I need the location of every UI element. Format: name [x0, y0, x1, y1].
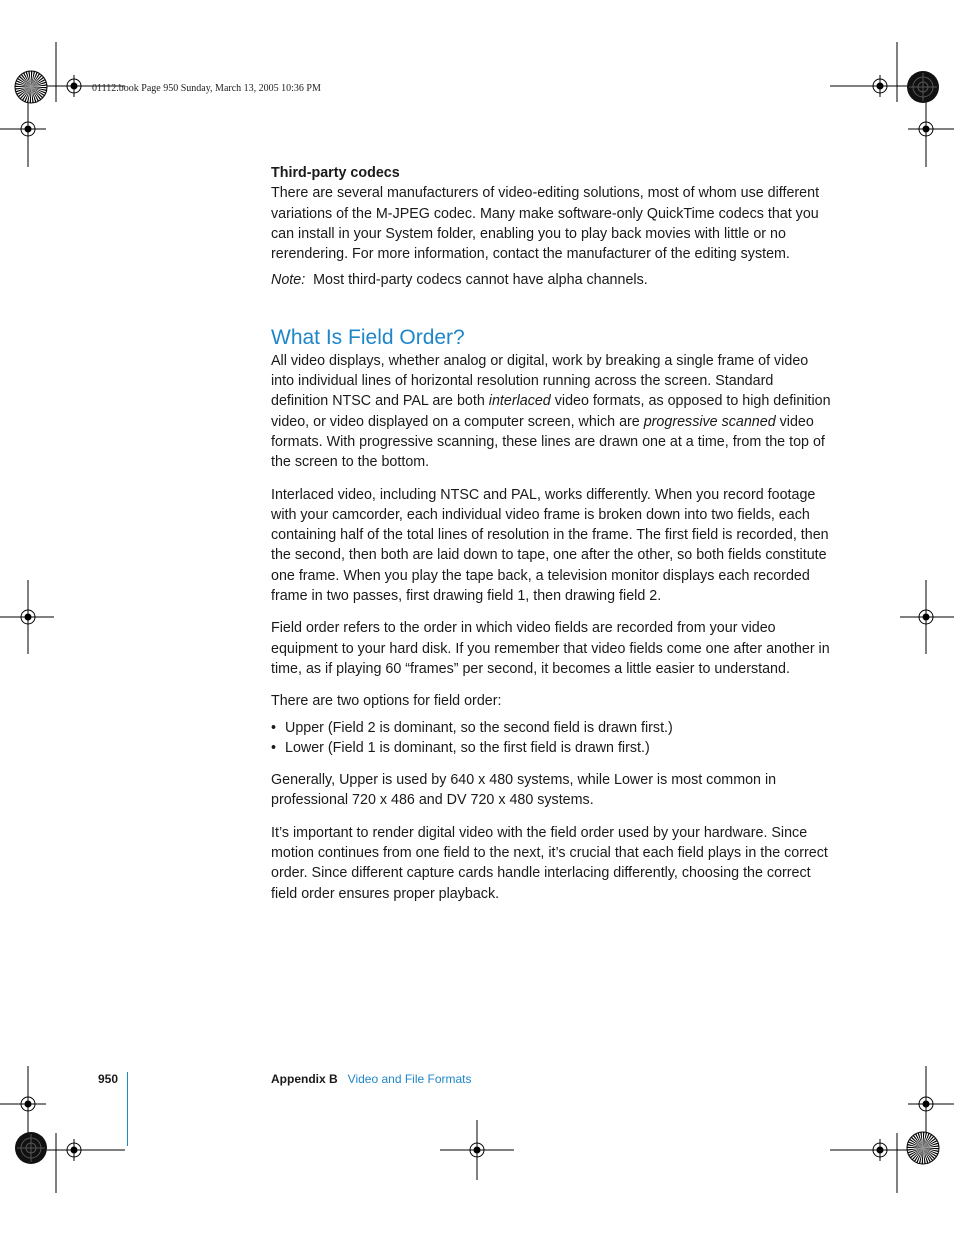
page-content: [271, 163, 831, 904]
registration-mark-icon: [63, 75, 85, 97]
list-item-text: Lower (Field 1 is dominant, so the first field is drawn first.): [285, 739, 650, 756]
p1-text-a: All video displays, whether analog or digital, work by breaking a single frame of video into individual lines of horizontal resolution running across the screen. Standard definition NTSC and PAL are both: [271, 352, 809, 410]
p1-em-progressive: progressive scanned: [643, 413, 776, 430]
footer-appendix: Appendix B: [271, 1072, 338, 1086]
registration-mark-icon: [869, 75, 891, 97]
star-target-icon: [15, 71, 47, 103]
registration-mark-icon: [17, 1093, 39, 1115]
paragraph-3: Field order refers to the order in which video fields are recorded from your video equipment to your hard disk. If you remember that video fields come one after another in time, as if playing 60 “frames” per second, it becomes a little easier to understand.: [271, 620, 830, 677]
registration-mark-icon: [466, 1139, 488, 1161]
list-item: [271, 738, 831, 758]
registration-mark-icon: [915, 118, 937, 140]
p1-em-interlaced: interlaced: [488, 393, 551, 410]
note-text: Most third-party codecs cannot have alpha channels.: [313, 272, 648, 289]
color-target-icon: [907, 71, 939, 103]
paragraph-1: [271, 351, 831, 473]
paragraph-codecs: There are several manufacturers of video-editing solutions, most of whom use different variations of the M-JPEG codec. Many make software-only QuickTime codecs that you can install in your System folder, enabling you to play back movies with little or no rerendering. For more information, contact the manufacturer of the editing system.: [271, 185, 820, 263]
note: [271, 270, 831, 290]
section-heading: What Is Field Order?: [271, 325, 465, 349]
registration-mark-icon: [17, 606, 39, 628]
subhead-third-party-codecs: Third-party codecs: [271, 165, 400, 181]
registration-mark-icon: [915, 1093, 937, 1115]
page-number: 950: [98, 1072, 119, 1086]
star-target-icon: [907, 1132, 939, 1164]
paragraph-4: There are two options for field order:: [271, 693, 502, 710]
footer-rule: [127, 1072, 128, 1146]
bullet-icon: •: [271, 739, 277, 756]
slug-line: 01112.book Page 950 Sunday, March 13, 2005 10:36 PM: [92, 83, 321, 94]
note-label: Note:: [271, 272, 306, 289]
field-order-list: [271, 718, 831, 759]
list-item: [271, 718, 831, 738]
registration-mark-icon: [915, 606, 937, 628]
paragraph-2: Interlaced video, including NTSC and PAL, works differently. When you record footage with your camcorder, each individual video frame is broken down into two fields, each containing half of the total lines of resolution in the frame. The first field is recorded, then the second, then both are laid down to tape, one after the other, so both fields constitute one frame. When you play the tape back, a television monitor displays each recorded frame in two passes, first drawing field 1, then drawing field 2.: [271, 486, 829, 605]
registration-mark-icon: [869, 1139, 891, 1161]
list-item-text: Upper (Field 2 is dominant, so the second field is drawn first.): [285, 719, 673, 736]
p1-text-b: video formats, as opposed to high definition video, or video displayed on a computer screen, which are: [271, 393, 831, 430]
bullet-icon: •: [271, 719, 277, 736]
p1-text-c: video formats. With progressive scanning, these lines are drawn one at a time, from the top of the screen to the bottom.: [271, 413, 825, 471]
registration-mark-icon: [17, 118, 39, 140]
footer-label: [271, 1072, 472, 1086]
footer-chapter: Video and File Formats: [347, 1072, 472, 1086]
registration-mark-icon: [63, 1139, 85, 1161]
paragraph-5: Generally, Upper is used by 640 x 480 systems, while Lower is most common in professional 720 x 486 and DV 720 x 480 systems.: [271, 772, 777, 809]
paragraph-6: It’s important to render digital video with the field order used by your hardware. Since motion continues from one field to the next, it’s crucial that each field plays in the correct order. Since different capture cards handle interlacing differently, choosing the correct field order ensures proper playback.: [271, 824, 828, 902]
color-target-icon: [15, 1132, 47, 1164]
